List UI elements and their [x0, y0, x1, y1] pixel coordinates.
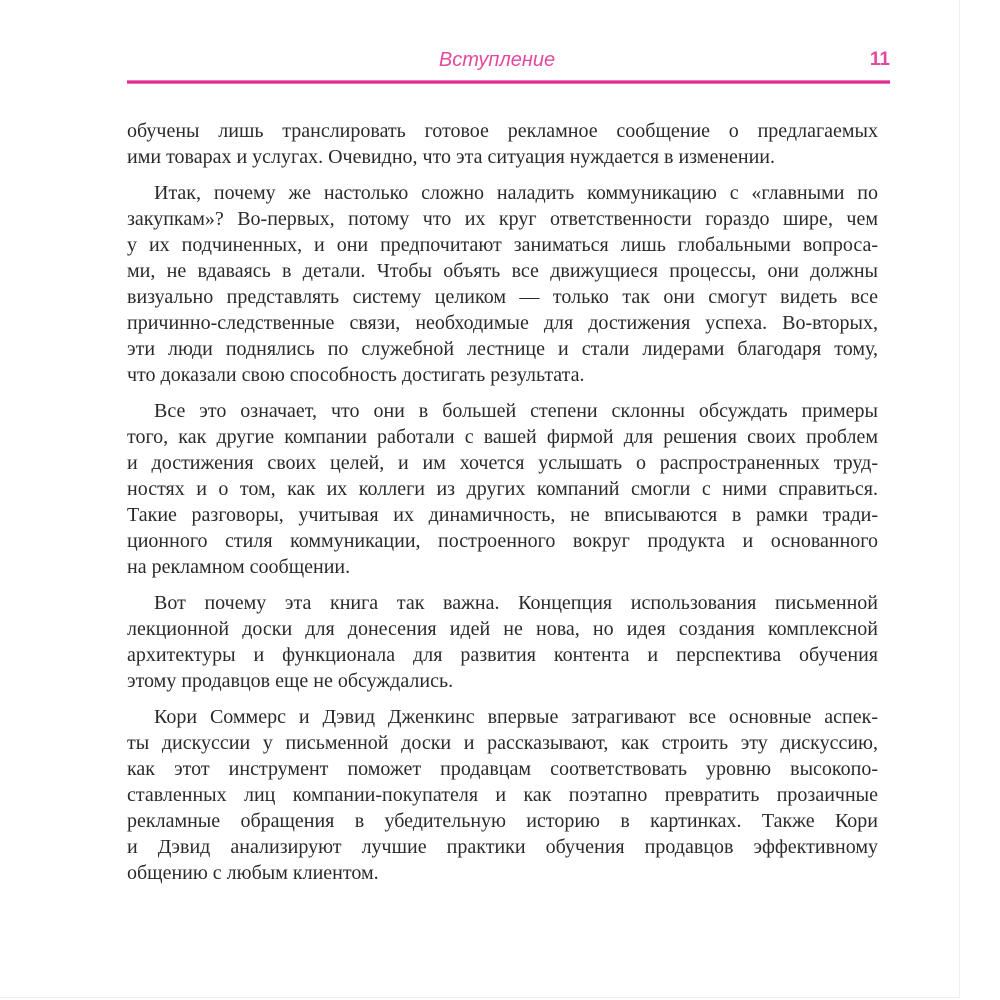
page-edge-bottom — [0, 997, 960, 998]
text-line: что доказали свою способность достигать результата. — [127, 364, 585, 386]
paragraph — [127, 398, 878, 580]
text-line: закупкам»? Во-первых, потому что их круг ответственности гораздо шире, чем — [127, 208, 878, 230]
text-line: и Дэвид анализируют лучшие практики обучения продавцов эффективному — [127, 836, 878, 858]
text-line: обучены лишь транслировать готовое рекламное сообщение о предлагаемых — [127, 120, 878, 142]
text-line: Кори Соммерс и Дэвид Дженкинс впервые затрагивают все основные аспек- — [154, 706, 878, 728]
text-line: Все это означает, что они в большей степени склонны обсуждать примеры — [154, 400, 878, 422]
text-line: Итак, почему же настолько сложно наладить коммуникацию с «главными по — [154, 182, 878, 204]
text-line: как этот инструмент поможет продавцам соответствовать уровню высокопо- — [127, 758, 878, 780]
text-line: общению с любым клиентом. — [127, 862, 379, 884]
text-line: на рекламном сообщении. — [127, 556, 351, 578]
paragraph — [127, 118, 878, 170]
text-line: у их подчиненных, и они предпочитают заниматься лишь глобальными вопроса- — [127, 234, 878, 256]
text-line: ставленных лиц компании-покупателя и как поэтапно превратить прозаичные — [127, 784, 878, 806]
page-number: 11 — [869, 49, 890, 70]
text-line: рекламные обращения в убедительную историю в картинках. Также Кори — [127, 810, 878, 832]
text-line: ционного стиля коммуникации, построенного вокруг продукта и основанного — [127, 530, 878, 552]
text-line: ностях и о том, как их коллеги из других компаний смогли с ними справиться. — [127, 478, 878, 500]
text-line: эти люди поднялись по служебной лестнице и стали лидерами благодаря тому, — [127, 338, 878, 360]
text-line: ты дискуссии у письменной доски и рассказывают, как строить эту дискуссию, — [127, 732, 878, 754]
paragraph — [127, 704, 878, 886]
text-line: ими товарах и услугах. Очевидно, что эта ситуация нуждается в изменении. — [127, 146, 776, 168]
text-line: причинно-следственные связи, необходимые для достижения успеха. Во-вторых, — [127, 312, 878, 334]
text-line: архитектуры и функционала для развития контента и перспектива обучения — [127, 644, 878, 666]
text-line: того, как другие компании работали с вашей фирмой для решения своих проблем — [127, 426, 878, 448]
text-line: ми, не вдаваясь в детали. Чтобы объять все движущиеся процессы, они должны — [127, 260, 878, 282]
running-header-title: Вступление — [438, 49, 556, 71]
text-line: Такие разговоры, учитывая их динамичность, не вписываются в рамки тради- — [127, 504, 878, 526]
text-line: лекционной доски для донесения идей не нова, но идея создания комплексной — [127, 618, 878, 640]
header-rule — [127, 80, 890, 84]
text-line: этому продавцов еще не обсуждались. — [127, 670, 454, 692]
text-line: визуально представлять систему целиком — только так они смогут видеть все — [127, 286, 878, 308]
body-text — [127, 118, 878, 896]
text-line: и достижения своих целей, и им хочется услышать о распространенных труд- — [127, 452, 878, 474]
paragraph — [127, 180, 878, 388]
text-line: Вот почему эта книга так важна. Концепция использования письменной — [154, 592, 878, 614]
paragraph — [127, 590, 878, 694]
page-edge-right — [959, 0, 960, 998]
